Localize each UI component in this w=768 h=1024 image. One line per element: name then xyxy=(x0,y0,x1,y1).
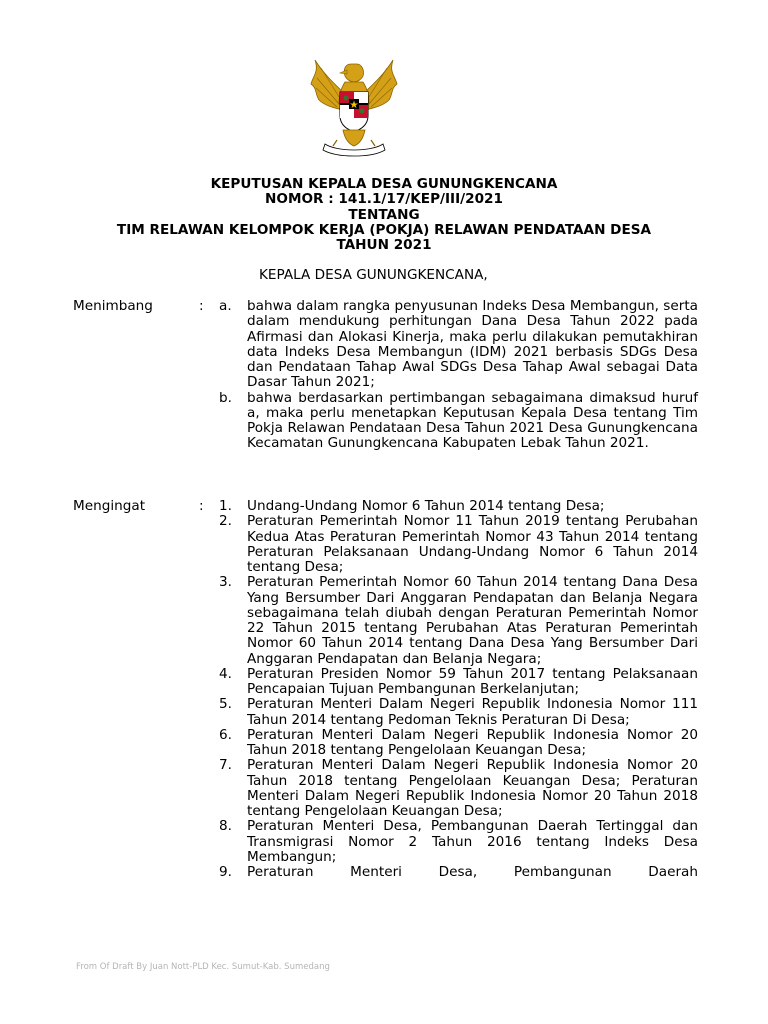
item-text: Peraturan Pemerintah Nomor 60 Tahun 2014 tentang Dana Desa Yang Bersumber Dari Anggaran Pendapatan dan Belanja Negara sebagaimana telah diubah dengan Peraturan Pemerintah Nomor 22 Tahun 2015 tentang Perubahan Atas Peraturan Pemerintah Nomor 60 Tahun 2014 tentang Dana Desa Yang Bersumber Dari Anggaran Pendapatan dan Belanja Negara; xyxy=(247,574,698,667)
item-marker: 6. xyxy=(219,726,232,743)
document-header xyxy=(70,177,698,253)
mengingat-item xyxy=(73,758,698,819)
menimbang-item xyxy=(73,299,698,391)
item-text: Undang-Undang Nomor 6 Tahun 2014 tentang Desa; xyxy=(247,498,605,514)
item-marker: a. xyxy=(219,298,232,314)
mengingat-item xyxy=(73,667,698,698)
mengingat-item xyxy=(73,819,698,865)
mengingat-item xyxy=(73,697,698,728)
mengingat-label: Mengingat xyxy=(73,498,146,514)
menimbang-section xyxy=(73,299,698,452)
item-text: bahwa berdasarkan pertimbangan sebagaimana dimaksud huruf a, maka perlu menetapkan Keputusan Kepala Desa tentang Tim Pokja Relawan Pendataan Desa Tahun 2021 Desa Gunungkencana Kecamatan Gunungkencana Kabupaten Lebak Tahun 2021. xyxy=(247,389,698,452)
item-marker: 5. xyxy=(219,696,232,713)
menimbang-label: Menimbang xyxy=(73,298,153,314)
item-marker: 4. xyxy=(219,665,232,682)
item-marker: 9. xyxy=(219,864,232,880)
item-marker: 3. xyxy=(219,574,232,591)
mengingat-colon: : xyxy=(199,498,204,514)
item-text: Peraturan Presiden Nomor 59 Tahun 2017 tentang Pelaksanaan Pencapaian Tujuan Pembangunan Berkelanjutan; xyxy=(247,665,698,697)
item-marker: b. xyxy=(219,389,232,406)
item-text: Peraturan Menteri Desa, Pembangunan Daerah Tertinggal dan Transmigrasi Nomor 2 Tahun 2016 tentang Indeks Desa Membangun; xyxy=(247,818,698,865)
item-marker: 8. xyxy=(219,818,232,835)
menimbang-item xyxy=(73,391,698,452)
watermark-footer: From Of Draft By Juan Nott-PLD Kec. Sumut-Kab. Sumedang xyxy=(76,962,330,972)
issuer-heading: KEPALA DESA GUNUNGKENCANA, xyxy=(259,267,488,283)
mengingat-item xyxy=(73,575,698,667)
item-text: Peraturan Pemerintah Nomor 11 Tahun 2019 tentang Perubahan Kedua Atas Peraturan Pemerintah Nomor 43 Tahun 2014 tentang Peraturan Pelaksanaan Undang-Undang Nomor 6 Tahun 2014 tentang Desa; xyxy=(247,513,698,575)
decree-about: TENTANG xyxy=(348,206,420,223)
item-marker: 2. xyxy=(219,513,232,530)
mengingat-item xyxy=(73,728,698,759)
item-text: bahwa dalam rangka penyusunan Indeks Desa Membangun, serta dalam mendukung perhitungan Dana Desa Tahun 2022 pada Afirmasi dan Alokasi Kinerja, maka perlu dilakukan pemutakhiran data Indeks Desa Membangun (IDM) 2021 berbasis SDGs Desa dan Pendataan Tahap Awal SDGs Desa Tahap Awal sebagai Data Dasar Tahun 2021; xyxy=(247,298,698,391)
item-text: Peraturan Menteri Dalam Negeri Republik Indonesia Nomor 111 Tahun 2014 tentang Pedoman Teknis Peraturan Di Desa; xyxy=(247,696,698,728)
decree-number: NOMOR : 141.1/17/KEP/III/2021 xyxy=(265,191,503,208)
item-marker: 7. xyxy=(219,757,232,774)
decree-title: KEPUTUSAN KEPALA DESA GUNUNGKENCANA xyxy=(210,176,558,192)
item-text: Peraturan Menteri Dalam Negeri Republik Indonesia Nomor 20 Tahun 2018 tentang Pengelolaan Keuangan Desa; Peraturan Menteri Dalam Negeri Republik Indonesia Nomor 20 Tahun 2018 tentang Pengelolaan Keuangan Desa; xyxy=(247,757,698,819)
decree-subject-line1: TIM RELAWAN KELOMPOK KERJA (POKJA) RELAWAN PENDATAAN DESA xyxy=(116,221,652,238)
decree-subject-line2: TAHUN 2021 xyxy=(336,237,432,254)
item-marker: 1. xyxy=(219,498,232,514)
mengingat-item xyxy=(73,514,698,575)
mengingat-item xyxy=(73,499,698,514)
garuda-emblem-icon xyxy=(307,56,401,160)
menimbang-colon: : xyxy=(199,298,204,314)
item-text: Peraturan Menteri Desa, Pembangunan Daerah xyxy=(247,864,698,880)
mengingat-section xyxy=(73,499,698,880)
item-text: Peraturan Menteri Dalam Negeri Republik Indonesia Nomor 20 Tahun 2018 tentang Pengelolaan Keuangan Desa; xyxy=(247,726,698,758)
mengingat-item xyxy=(73,865,698,880)
